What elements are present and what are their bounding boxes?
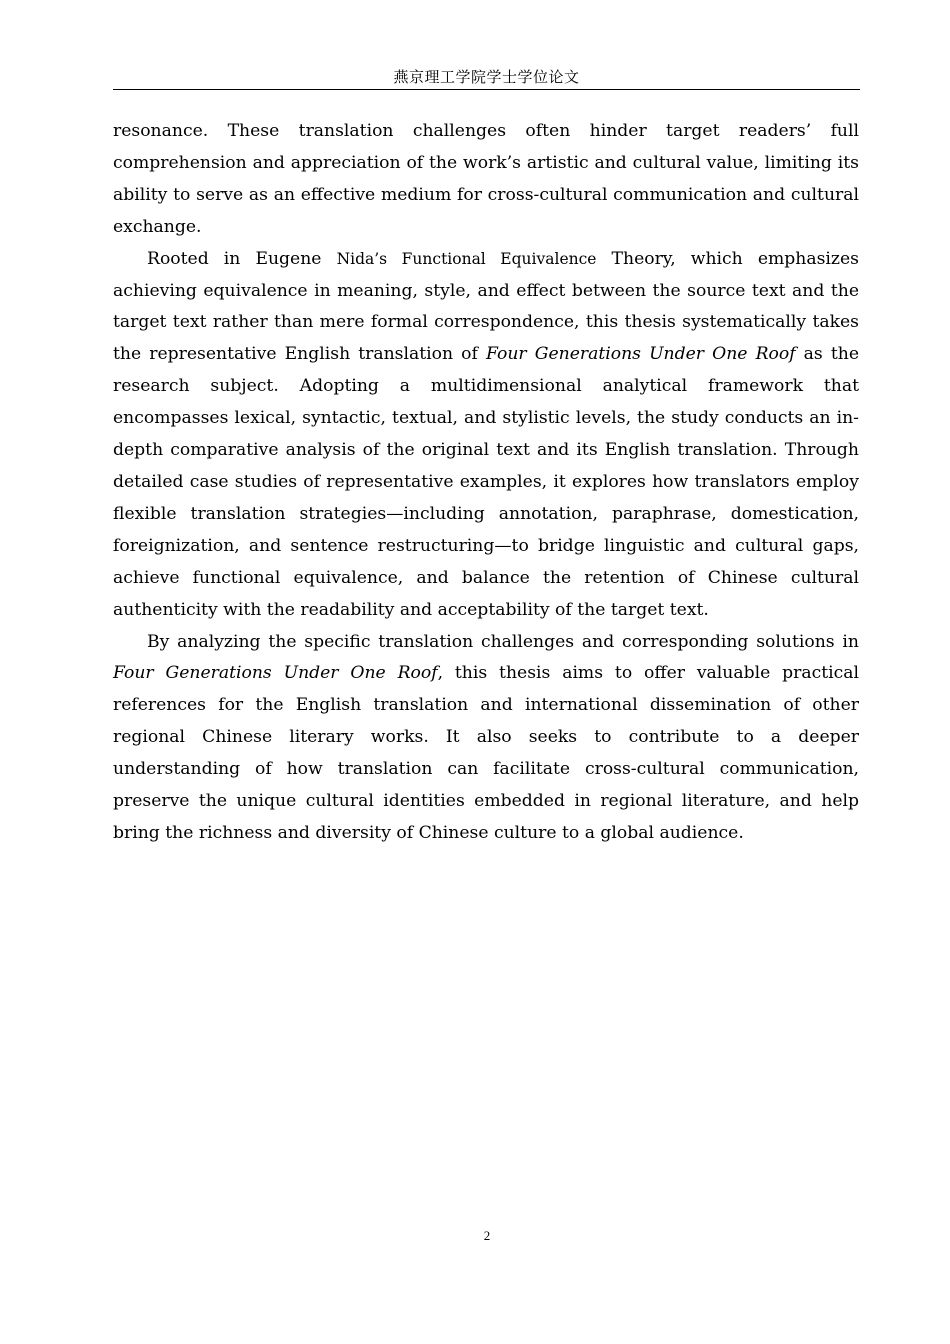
paragraph-theory-run: as the research subject. Adopting a multidimensional analytical framework that encompasses lexical, syntactic, textual, and stylistic levels, the study conducts an in-depth comparative analysis of the original text and its English translation. Through detailed case studies of representative examples, it explores how translators employ flexible translation strategies—including annotation, paraphrase, domestication, foreignization, and sentence restructuring—to bridge linguistic and cultural gaps, achieve functional equivalence, and balance the retention of Chinese cultural authenticity with the readability and acceptability of the target text. [113,344,859,620]
theory-name-run: Nida’s Functional Equivalence [336,249,597,268]
paragraph-theory-run: Rooted in Eugene [147,248,337,269]
paragraph-continuation: resonance. These translation challenges often hinder target readers’ full comprehension and appreciation of the work’s artistic and cultural value, limiting its ability to serve as an effective medium for cross-cultural communication and cultural exchange. [113,121,859,237]
paragraph-theory [113,244,859,627]
book-title: Four Generations Under One Roof [486,344,796,365]
paragraph-aims-run: By analyzing the specific translation challenges and corresponding solutions in [147,631,859,652]
paragraph-aims [113,627,859,850]
paragraph-aims-run: , this thesis aims to offer valuable practical references for the English translation and international dissemination of other regional Chinese literary works. It also seeks to contribute to a deeper understanding of how translation can facilitate cross-cultural communication, preserve the unique cultural identities embedded in regional literature, and help bring the richness and diversity of Chinese culture to a global audience. [113,663,859,843]
body-text [113,116,859,850]
page-header: 燕京理工学院学士学位论文 [113,68,860,90]
paragraph-theory-run: Theory, which emphasizes achieving equivalence in meaning, style, and effect between the source text and the target text rather than mere formal correspondence, this thesis systematically takes the representative English translation of [113,248,859,365]
page-number: 2 [483,1228,491,1243]
book-title: Four Generations Under One Roof [113,663,438,684]
